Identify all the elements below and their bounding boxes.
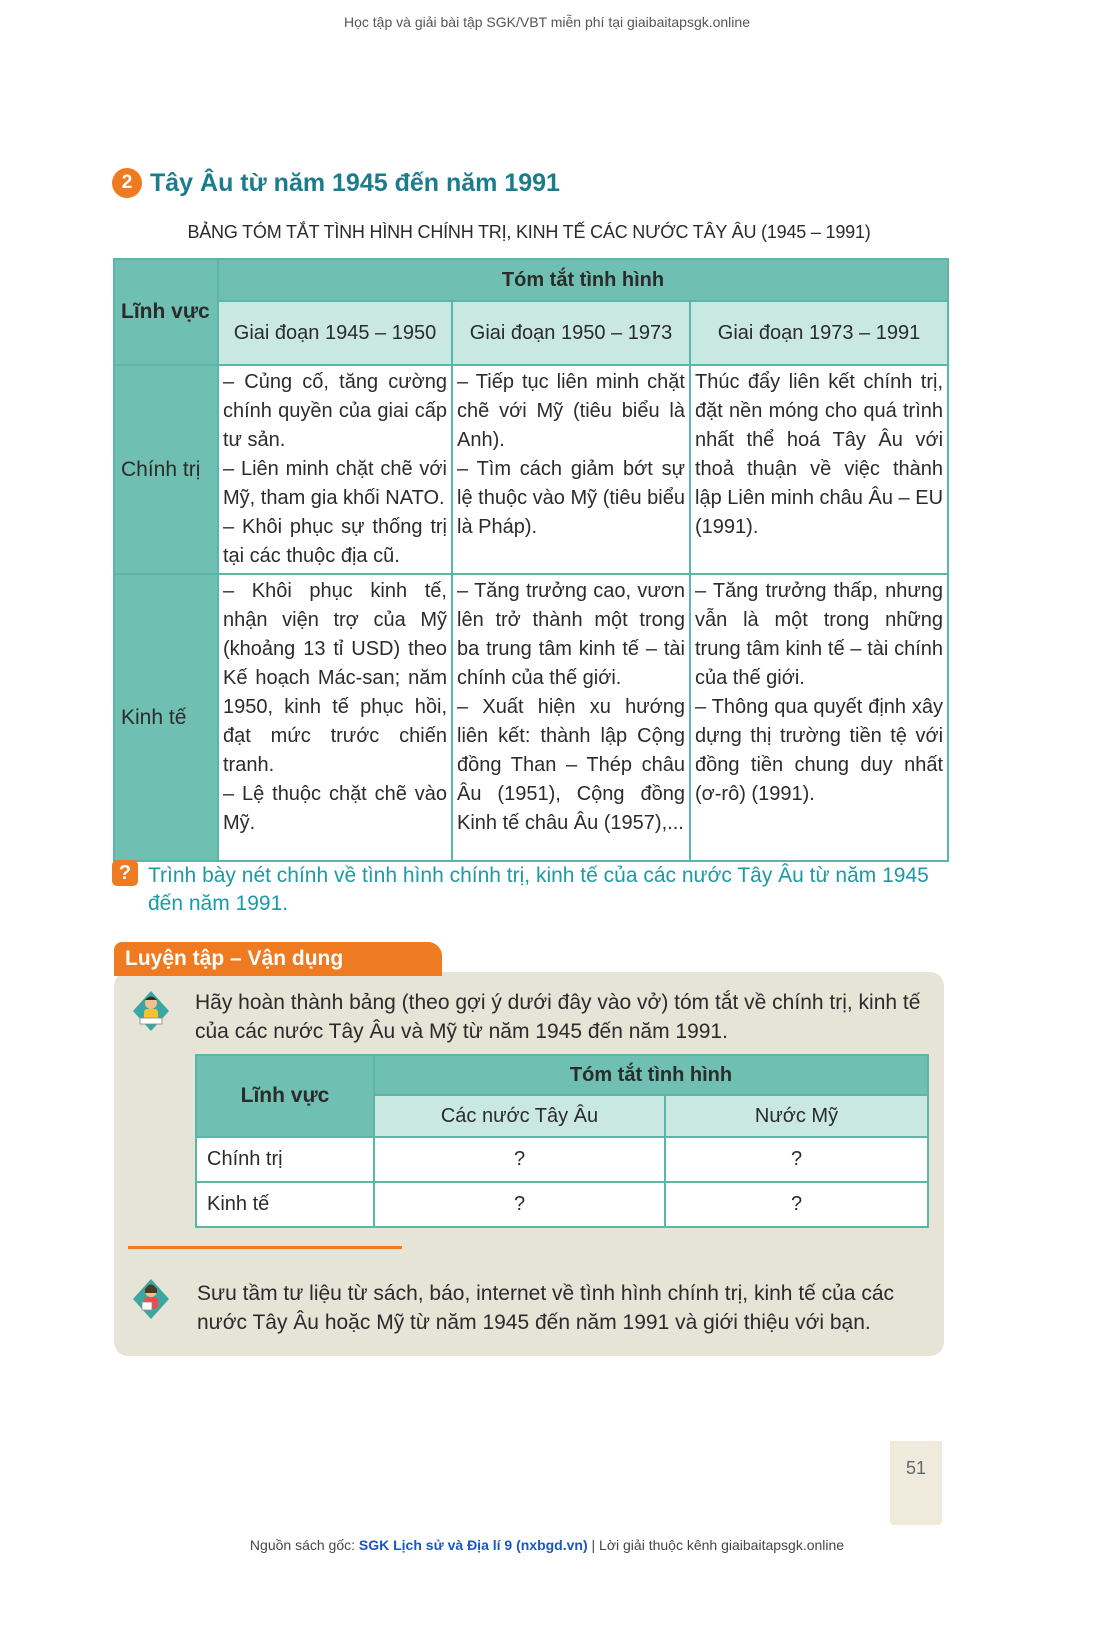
- cell-line: – Thông qua quyết định xây dựng thị trường tiền tệ với đồng tiền chung duy nhất (ơ-rô) (1991).: [695, 696, 944, 805]
- row-label-politics: Chính trị: [114, 365, 218, 574]
- period-header: Giai đoạn 1950 – 1973: [452, 301, 690, 365]
- cell-line: – Xuất hiện xu hướng liên kết: thành lập Cộng đồng Than – Thép châu Âu (1951), Cộng đồng Kinh tế châu Âu (1957),...: [457, 696, 685, 834]
- summary-field-header: Lĩnh vực: [114, 259, 218, 365]
- footer-source-link[interactable]: SGK Lịch sử và Địa lí 9 (nxbgd.vn): [358, 1537, 588, 1553]
- table-row: [196, 1182, 928, 1227]
- row-label-politics: Chính trị: [196, 1137, 374, 1182]
- cell-line: – Liên minh chặt chẽ với Mỹ, tham gia khối NATO.: [223, 458, 447, 509]
- page-number-tab: [890, 1441, 942, 1525]
- table-cell: [218, 574, 452, 861]
- column-header-usa: Nước Mỹ: [665, 1095, 928, 1137]
- cell-line: – Tăng trưởng cao, vươn lên trở thành một trong ba trung tâm kinh tế – tài chính của thế giới.: [457, 580, 685, 689]
- question-icon: ?: [112, 860, 138, 886]
- section-divider: [128, 1246, 402, 1249]
- table-cell: [690, 365, 948, 574]
- cell-line: – Lệ thuộc chặt chẽ vào Mỹ.: [223, 783, 447, 834]
- cell-text: [457, 577, 685, 838]
- cell-line: – Khôi phục kinh tế, nhận viện trợ của Mỹ (khoảng 13 tỉ USD) theo Kế hoạch Mác-san; năm 1950, kinh tế phục hồi, đạt mức trước chiến tranh.: [223, 580, 447, 776]
- period-header: Giai đoạn 1945 – 1950: [218, 301, 452, 365]
- cell-text: [223, 577, 447, 838]
- period-header: Giai đoạn 1973 – 1991: [690, 301, 948, 365]
- blank-cell: ?: [665, 1137, 928, 1182]
- cell-text: [223, 368, 447, 571]
- question-block: [112, 862, 946, 918]
- row-label-economy: Kinh tế: [196, 1182, 374, 1227]
- summary-group-header: Tóm tắt tình hình: [218, 259, 948, 301]
- footer-suffix: | Lời giải thuộc kênh giaibaitapsgk.online: [587, 1537, 845, 1553]
- table-row: [196, 1137, 928, 1182]
- question-text: Trình bày nét chính về tình hình chính trị, kinh tế của các nước Tây Âu từ năm 1945 đến năm 1991.: [148, 864, 929, 915]
- footer-note: [0, 1537, 1094, 1553]
- cell-line: – Tìm cách giảm bớt sự lệ thuộc vào Mỹ (tiêu biểu là Pháp).: [457, 458, 685, 538]
- table-row: [114, 574, 948, 861]
- blank-cell: ?: [665, 1182, 928, 1227]
- cell-text: [457, 368, 685, 542]
- cell-line: – Tiếp tục liên minh chặt chẽ với Mỹ (tiêu biểu là Anh).: [457, 371, 685, 451]
- table-cell: [218, 365, 452, 574]
- section-title: Tây Âu từ năm 1945 đến năm 1991: [150, 168, 560, 197]
- table-cell: [452, 365, 690, 574]
- cell-line: – Khôi phục sự thống trị tại các thuộc địa cũ.: [223, 516, 447, 567]
- page-number: 51: [905, 1458, 927, 1478]
- section-heading: [112, 168, 560, 198]
- practice-task-1: Hãy hoàn thành bảng (theo gợi ý dưới đây vào vở) tóm tắt về chính trị, kinh tế của các nước Tây Âu và Mỹ từ năm 1945 đến năm 1991.: [195, 991, 921, 1043]
- table-cell: [690, 574, 948, 861]
- cell-text: [695, 368, 943, 542]
- practice-field-header: Lĩnh vực: [196, 1055, 374, 1137]
- practice-task-2: Sưu tầm tư liệu từ sách, báo, internet về tình hình chính trị, kinh tế của các nước Tây Âu hoặc Mỹ từ năm 1945 đến năm 1991 và giới thiệu với bạn.: [197, 1282, 895, 1334]
- table-caption: BẢNG TÓM TẮT TÌNH HÌNH CHÍNH TRỊ, KINH TẾ CÁC NƯỚC TÂY ÂU (1945 – 1991): [187, 222, 871, 242]
- table-row: [114, 365, 948, 574]
- summary-table: [113, 258, 949, 862]
- column-header-western-europe: Các nước Tây Âu: [374, 1095, 665, 1137]
- practice-group-header: Tóm tắt tình hình: [374, 1055, 928, 1095]
- row-label-economy: Kinh tế: [114, 574, 218, 861]
- practice-tab: Luyện tập – Vận dụng: [114, 942, 442, 976]
- cell-line: Thúc đẩy liên kết chính trị, đặt nền móng cho quá trình nhất thể hoá Tây Âu với thoả thuận về việc thành lập Liên minh châu Âu – EU (1991).: [695, 371, 944, 538]
- practice-table: [195, 1054, 929, 1228]
- header-note: Học tập và giải bài tập SGK/VBT miễn phí tại giaibaitapsgk.online: [344, 14, 750, 30]
- table-cell: [452, 574, 690, 861]
- footer-prefix: Nguồn sách gốc:: [249, 1537, 359, 1553]
- blank-cell: ?: [374, 1137, 665, 1182]
- section-number-badge: 2: [112, 168, 142, 198]
- cell-line: – Tăng trưởng thấp, nhưng vẫn là một trong những trung tâm kinh tế – tài chính của thế giới.: [695, 580, 944, 689]
- student-reading-icon: [132, 1278, 170, 1320]
- cell-line: – Củng cố, tăng cường chính quyền của giai cấp tư sản.: [223, 371, 447, 451]
- cell-text: [695, 577, 943, 809]
- blank-cell: ?: [374, 1182, 665, 1227]
- student-writing-icon: [132, 990, 170, 1032]
